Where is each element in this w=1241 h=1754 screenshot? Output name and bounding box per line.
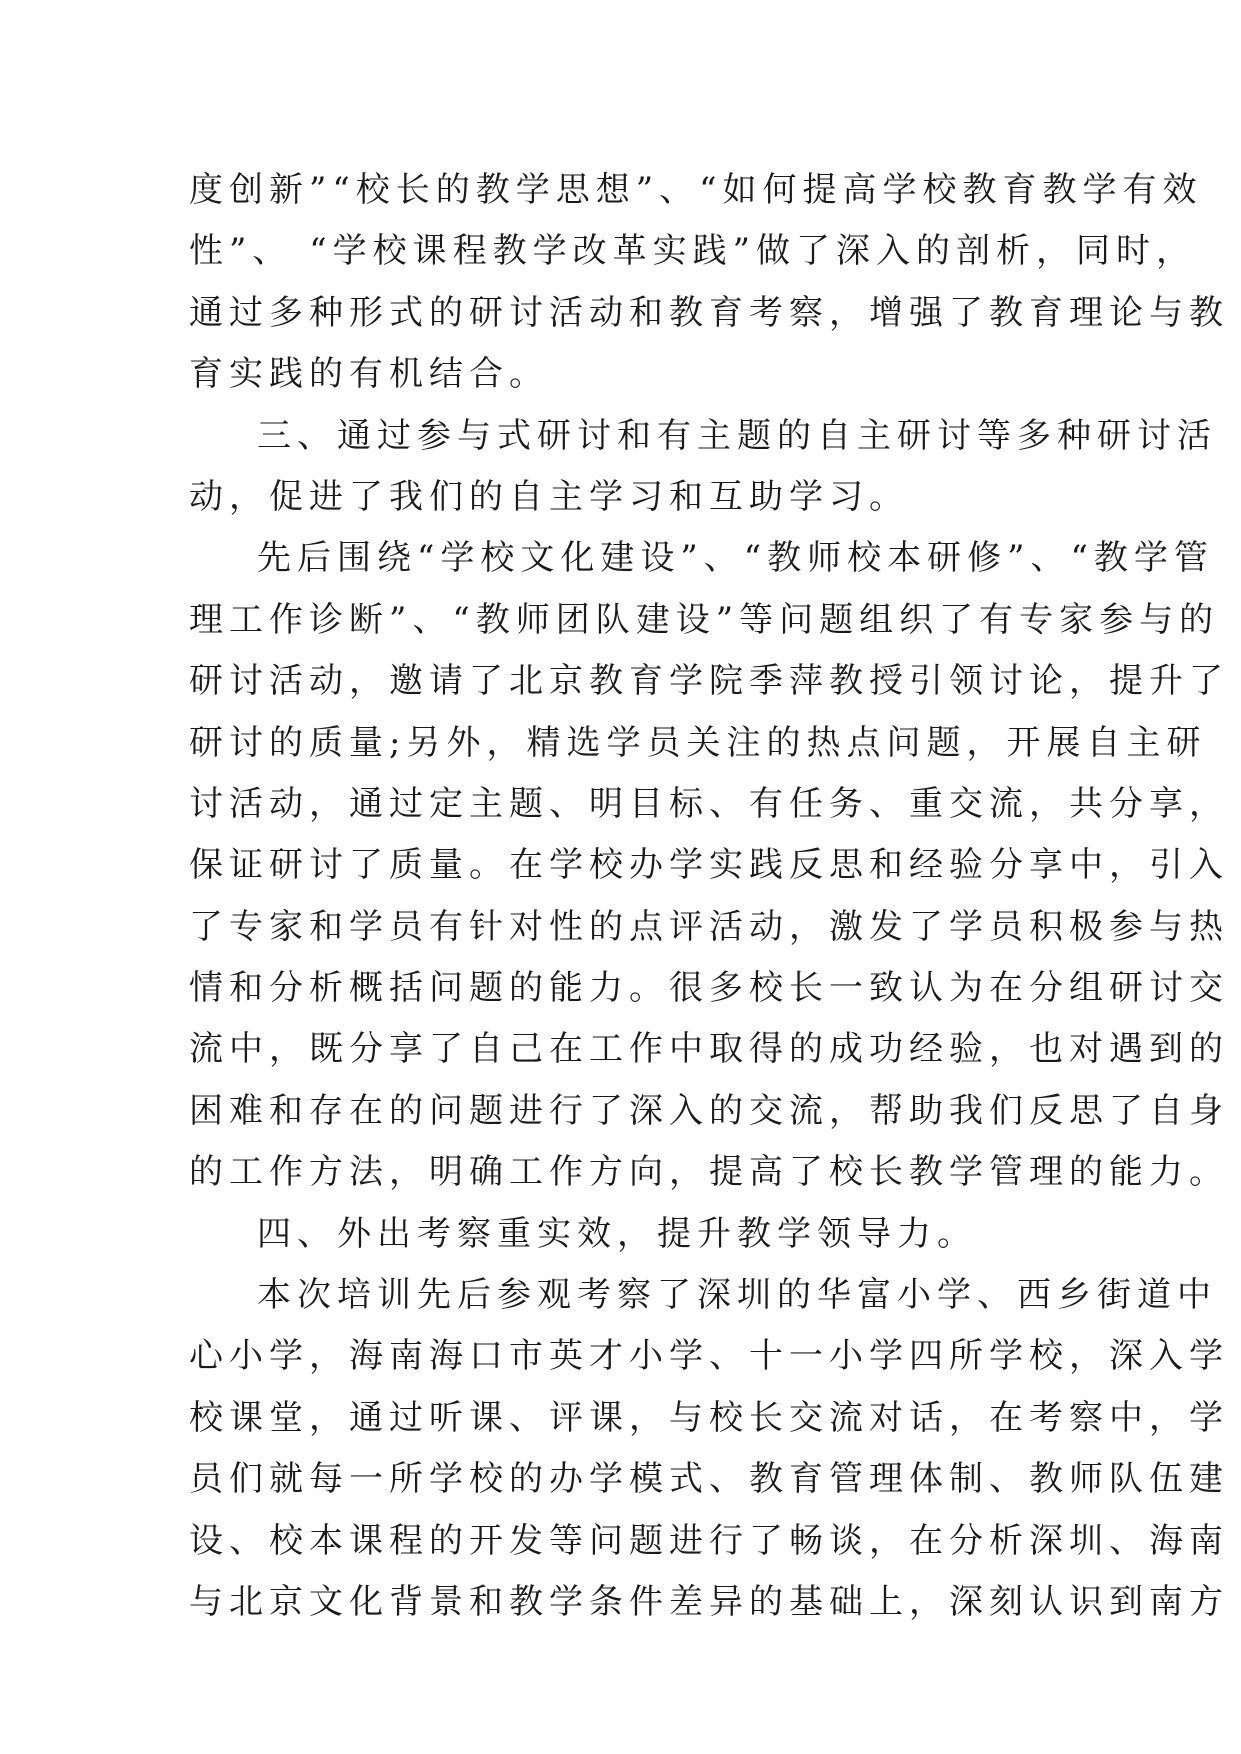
paragraph-start: 本次培训先后参观考察了深圳的华富小学、西乡街道中	[257, 1275, 1217, 1316]
text-line: 通过多种形式的研讨活动和教育考察，增强了教育理论与教	[189, 292, 1229, 333]
text-line: 育实践的有机结合。	[189, 354, 549, 395]
section-heading-3: 三、通过参与式研讨和有主题的自主研讨等多种研讨活	[257, 415, 1217, 456]
text-line: 流中，既分享了自己在工作中取得的成功经验，也对遇到的	[189, 1029, 1229, 1070]
text-line: 动，促进了我们的自主学习和互助学习。	[189, 476, 909, 517]
text-line: 性”、 “学校课程教学改革实践”做了深入的剖析，同时，	[189, 231, 1196, 272]
text-line: 员们就每一所学校的办学模式、教育管理体制、教师队伍建	[189, 1459, 1229, 1500]
text-line: 情和分析概括问题的能力。很多校长一致认为在分组研讨交	[189, 968, 1229, 1009]
text-line: 讨活动，通过定主题、明目标、有任务、重交流，共分享，	[189, 783, 1229, 824]
text-line: 的工作方法，明确工作方向，提高了校长教学管理的能力。	[189, 1152, 1229, 1193]
text-line: 研讨的质量;另外，精选学员关注的热点问题，开展自主研	[189, 722, 1207, 763]
text-line: 与北京文化背景和教学条件差异的基础上，深刻认识到南方	[189, 1581, 1229, 1622]
text-line: 了专家和学员有针对性的点评活动，激发了学员积极参与热	[189, 906, 1229, 947]
paragraph-start: 先后围绕“学校文化建设”、“教师校本研修”、“教学管	[257, 538, 1214, 579]
body-text	[189, 160, 1229, 1633]
text-line: 设、校本课程的开发等问题进行了畅谈，在分析深圳、海南	[189, 1520, 1229, 1561]
text-line: 度创新”“校长的教学思想”、“如何提高学校教育教学有效	[189, 170, 1203, 210]
text-line: 研讨活动，邀请了北京教育学院季萍教授引领讨论，提升了	[189, 661, 1229, 702]
text-line: 理工作诊断”、“教师团队建设”等问题组织了有专家参与的	[189, 599, 1220, 640]
section-heading-4: 四、外出考察重实效，提升教学领导力。	[257, 1213, 977, 1254]
text-line: 困难和存在的问题进行了深入的交流，帮助我们反思了自身	[189, 1090, 1229, 1131]
text-line: 校课堂，通过听课、评课，与校长交流对话，在考察中，学	[189, 1397, 1229, 1438]
text-line: 保证研讨了质量。在学校办学实践反思和经验分享中，引入	[189, 845, 1229, 886]
text-line: 心小学，海南海口市英才小学、十一小学四所学校，深入学	[189, 1336, 1229, 1377]
